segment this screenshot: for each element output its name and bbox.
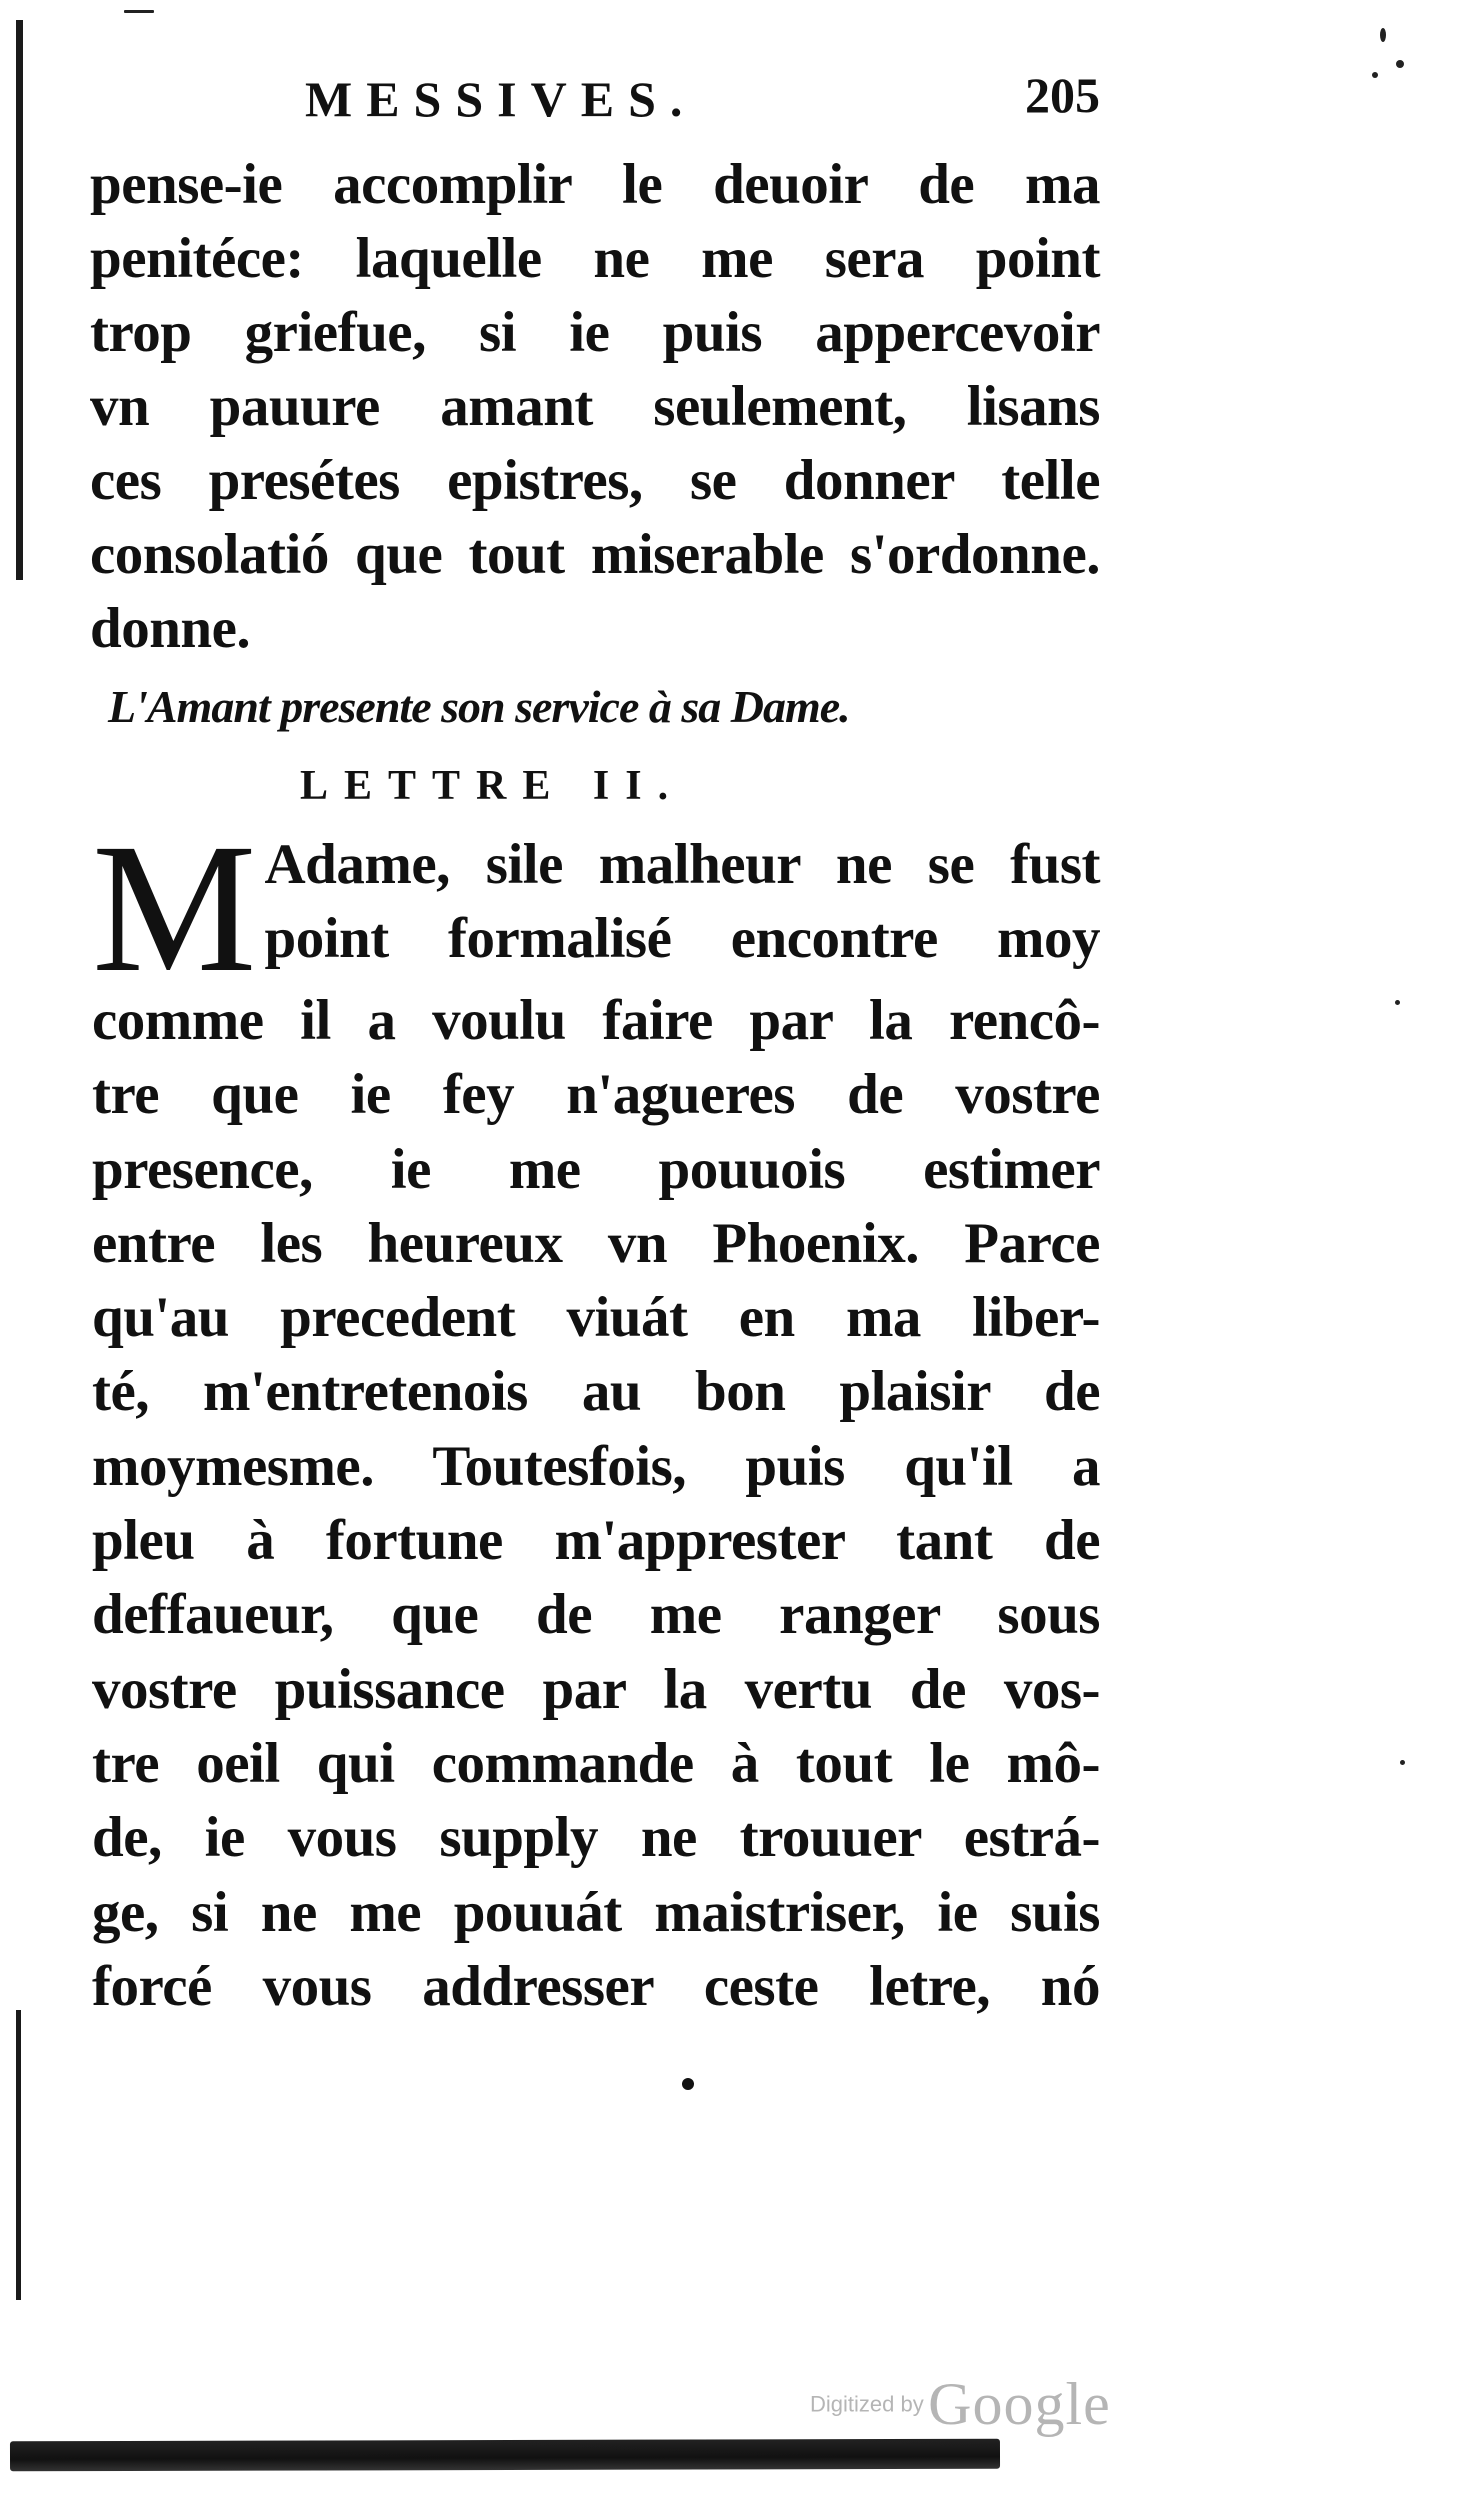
letter-title: L'Amant presente son service à sa Dame. (108, 681, 850, 732)
letter-line: comme il a voulu faire par la rencô- (92, 989, 1100, 1052)
binding-edge-line (16, 20, 23, 580)
google-logo: Google (928, 2371, 1111, 2437)
margin-speck (1400, 1760, 1405, 1765)
text-line: pense-ie accomplir le deuoir de ma (90, 153, 1100, 216)
margin-speck (1395, 1000, 1400, 1005)
letter-line: presence, ie me pouuois estimer (92, 1137, 1100, 1201)
letter-line: Adame, sile malheur ne se fust (264, 833, 1100, 896)
margin-speck (1396, 60, 1404, 68)
margin-speck (1372, 72, 1378, 78)
letter-line: pleu à fortune m'apprester tant de (92, 1509, 1100, 1573)
letter-line: moymesme. Toutesfois, puis qu'il a (92, 1434, 1100, 1498)
letter-line: entre les heureux vn Phoenix. Parce (92, 1211, 1100, 1275)
letter-body (92, 806, 1100, 2024)
letter-line: ge, si ne me pouuát maistriser, ie suis (92, 1880, 1100, 1944)
letter-line: qu'au precedent viuát en ma liber- (92, 1286, 1100, 1350)
page-bottom-edge (10, 2439, 1000, 2472)
drop-cap: M (92, 806, 257, 1011)
letter-line: té, m'entretenois au bon plaisir de (92, 1360, 1100, 1424)
margin-speck (124, 10, 154, 13)
digitized-watermark (810, 2370, 1111, 2439)
margin-speck (1380, 28, 1386, 42)
binding-edge-line-lower (16, 2010, 21, 2300)
text-line: trop griefue, si ie puis appercevoir (90, 301, 1100, 364)
letter-line: point formalisé encontre moy (264, 907, 1100, 971)
letter-line: tre oeil qui commande à tout le mô- (92, 1731, 1100, 1795)
letter-line: de, ie vous supply ne trouuer estrá- (92, 1806, 1100, 1870)
letter-line: tre que ie fey n'agueres de vostre (92, 1063, 1100, 1127)
letter-heading: LETTRE II. (300, 763, 685, 809)
letter-line: deffaueur, que de me ranger sous (92, 1583, 1100, 1647)
letter-line: forcé vous addresser ceste letre, nó (92, 1954, 1100, 2018)
text-line-last: donne. (90, 597, 251, 660)
text-line: consolatió que tout miserable s'ordonne. (90, 523, 1100, 586)
ink-dot (682, 2078, 694, 2090)
text-line: ces presétes epistres, se donner telle (90, 449, 1100, 512)
running-head: MESSIVES. (305, 71, 697, 127)
letter-line: vostre puissance par la vertu de vos- (92, 1657, 1100, 1721)
watermark-prefix: Digitized by (810, 2391, 924, 2417)
preceding-text (90, 148, 1100, 666)
text-line: penitéce: laquelle ne me sera point (90, 227, 1100, 290)
page-number: 205 (1025, 67, 1100, 123)
text-line: vn pauure amant seulement, lisans (90, 375, 1100, 438)
page-header (90, 67, 1100, 130)
